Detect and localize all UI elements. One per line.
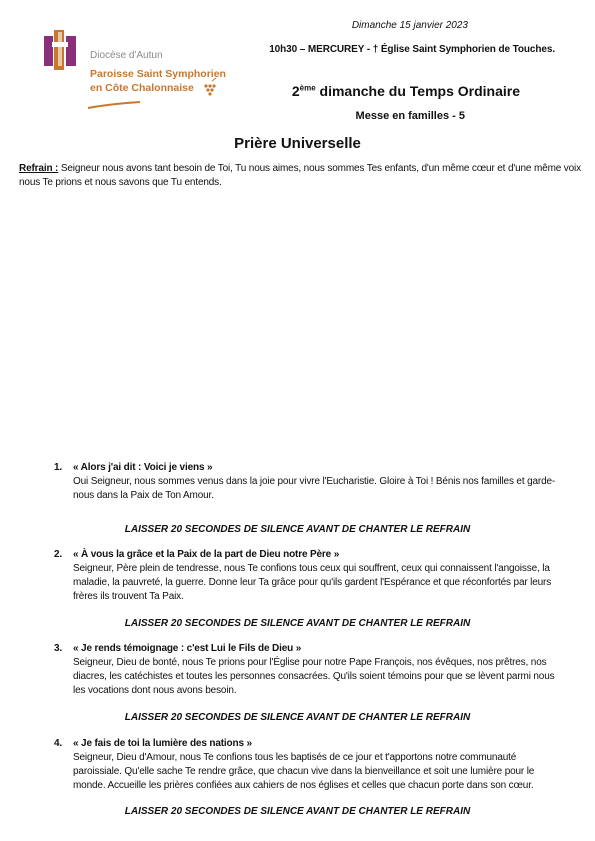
silence-instruction: LAISSER 20 SECONDES DE SILENCE AVANT DE CHANTER LE REFRAIN (124, 524, 471, 535)
item-body: Seigneur, Dieu de bonté, nous Te prions pour l'Église pour notre Pape François, nos évêques, nos prêtres, nos diacres, les catéchistes et toutes les personnes consacrées. Qu'ils soient témoins pour que se lèvent parmi nous les vocations dont nous avons besoin. (73, 657, 555, 696)
item-number: 3. (54, 643, 63, 654)
item-heading: « Alors j'ai dit : Voici je viens » (73, 462, 213, 473)
intention-item (54, 461, 564, 503)
refrain-text: Seigneur nous avons tant besoin de Toi, Tu nous aimes, nous sommes Tes enfants, d'un même cœur et d'une même voix nous Te prions et nous savons que Tu entends. (19, 163, 581, 188)
parish-logo (40, 30, 240, 112)
item-body: Seigneur, Père plein de tendresse, nous Te confions tous ceux qui souffrent, ceux qui connaissent l'angoisse, la maladie, la pauvreté, la guerre. Donne leur Ta grâce pour qu'ils gardent l'Espérance et que réconfortés par leurs frères ils trouvent Ta Paix. (73, 563, 552, 602)
sunday-heading (0, 83, 520, 99)
item-heading: « Je fais de toi la lumière des nations » (73, 738, 252, 749)
intention-item (54, 548, 564, 604)
sunday-text: dimanche du Temps Ordinaire (315, 83, 520, 99)
logo-parish-line2: en Côte Chalonnaise (90, 82, 194, 94)
page-title: Prière Universelle (234, 135, 361, 152)
refrain-label: Refrain : (19, 163, 59, 174)
item-number: 4. (54, 738, 63, 749)
item-body: Seigneur, Dieu d'Amour, nous Te confions tous les baptisés de ce jour et t'apportons notre communauté paroissiale. Qu'elle sache Te rendre grâce, que chacun vive dans la bienveillance et soit une lumière pour le monde. Accueille les prières confiées aux cahiers de nos églises et celles que chacun porte dans son cœur. (73, 752, 535, 791)
item-heading: « À vous la grâce et la Paix de la part de Dieu notre Père » (73, 549, 340, 560)
item-body: Oui Seigneur, nous sommes venus dans la joie pour vivre l'Eucharistie. Gloire à Toi ! Bénis nos familles et garde-nous dans la Paix de Ton Amour. (73, 476, 556, 501)
item-number: 2. (54, 549, 63, 560)
item-number: 1. (54, 462, 63, 473)
service-date: Dimanche 15 janvier 2023 (351, 20, 468, 31)
refrain-paragraph (19, 162, 581, 190)
intention-item (54, 737, 564, 793)
mass-subtitle: Messe en familles - 5 (355, 110, 465, 122)
silence-instruction: LAISSER 20 SECONDES DE SILENCE AVANT DE CHANTER LE REFRAIN (124, 618, 471, 629)
service-location: 10h30 – MERCUREY - † Église Saint Symphorien de Touches. (269, 44, 555, 55)
sunday-suffix: ème (299, 83, 316, 93)
logo-parish-line1: Paroisse Saint Symphorien (90, 68, 226, 80)
sunday-number: 2 (291, 83, 300, 99)
silence-instruction: LAISSER 20 SECONDES DE SILENCE AVANT DE CHANTER LE REFRAIN (124, 806, 471, 817)
intention-item (54, 642, 564, 698)
silence-instruction: LAISSER 20 SECONDES DE SILENCE AVANT DE CHANTER LE REFRAIN (124, 712, 471, 723)
logo-diocese-text: Diocèse d'Autun (90, 50, 163, 61)
item-heading: « Je rends témoignage : c'est Lui le Fils de Dieu » (73, 643, 302, 654)
